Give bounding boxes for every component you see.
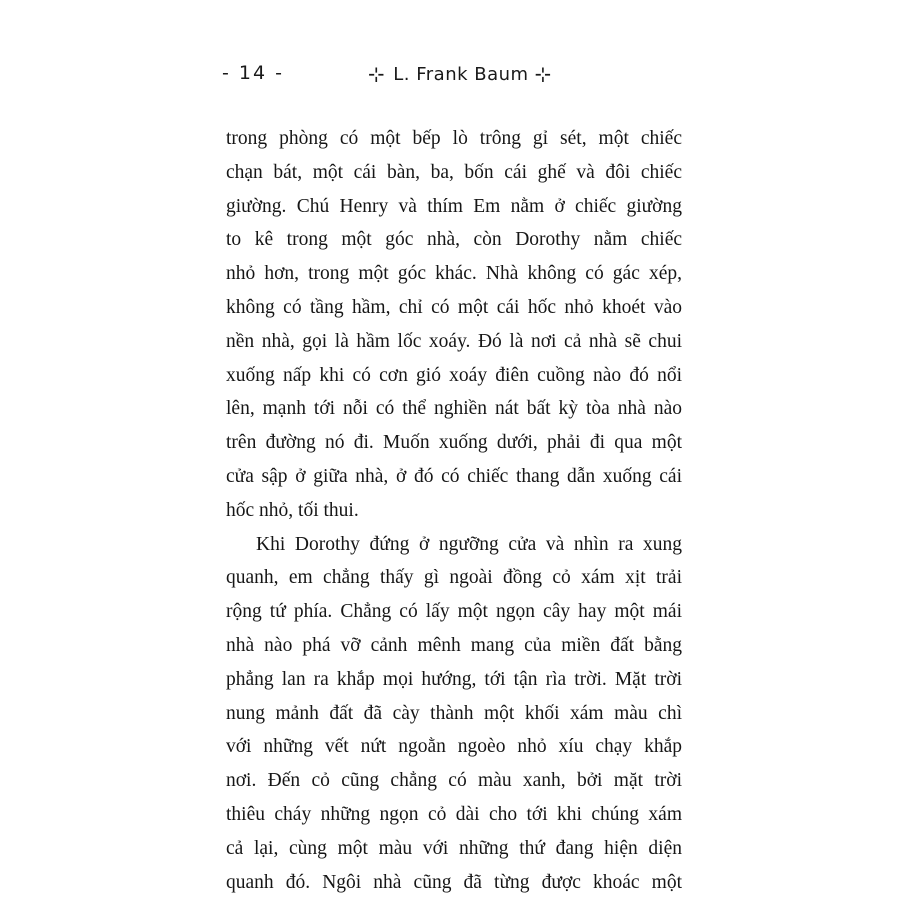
- text-line: nhà nào phá vỡ cảnh mênh mang của miền đất bằng: [226, 634, 682, 656]
- text-line: nền nhà, gọi là hầm lốc xoáy. Đó là nơi cả nhà sẽ chui: [226, 330, 682, 352]
- text-line: phẳng lan ra khắp mọi hướng, tới tận rìa trời. Mặt trời: [226, 668, 682, 690]
- text-line: trên đường nó đi. Muốn xuống dưới, phải đi qua một: [226, 432, 682, 454]
- ornament-right-icon: ⊹: [534, 62, 552, 86]
- text-line: với những vết nứt ngoằn ngoèo nhỏ xíu chạy khắp: [226, 736, 682, 758]
- paragraph: [226, 122, 682, 528]
- text-line: cửa sập ở giữa nhà, ở đó có chiếc thang dẫn xuống cái: [226, 465, 682, 487]
- text-line: Khi Dorothy đứng ở ngưỡng cửa và nhìn ra xung: [256, 533, 682, 555]
- paragraph: [226, 528, 682, 899]
- text-line: hốc nhỏ, tối thui.: [226, 499, 359, 521]
- author-name: L. Frank Baum: [393, 64, 529, 85]
- text-line: xuống nấp khi có cơn gió xoáy điên cuồng nào đó nổi: [226, 364, 682, 386]
- text-line: cả lại, cùng một màu với những thứ đang hiện diện: [226, 837, 682, 859]
- author-header: [368, 62, 552, 86]
- text-line: nhỏ hơn, trong một góc khác. Nhà không có gác xép,: [226, 263, 682, 285]
- page-number: - 14 -: [222, 62, 284, 84]
- text-line: quanh, em chẳng thấy gì ngoài đồng cỏ xám xịt trải: [226, 567, 682, 589]
- body-text: [226, 122, 682, 899]
- text-line: chạn bát, một cái bàn, ba, bốn cái ghế và đôi chiếc: [226, 161, 682, 183]
- running-header: [222, 62, 682, 92]
- text-line: rộng tứ phía. Chẳng có lấy một ngọn cây hay một mái: [226, 601, 682, 623]
- text-line: to kê trong một góc nhà, còn Dorothy nằm chiếc: [226, 229, 682, 251]
- text-line: lên, mạnh tới nỗi có thể nghiền nát bất kỳ tòa nhà nào: [226, 398, 682, 420]
- text-line: quanh đó. Ngôi nhà cũng đã từng được khoác một: [226, 871, 682, 893]
- ornament-left-icon: ⊹: [368, 62, 386, 86]
- text-line: trong phòng có một bếp lò trông gỉ sét, một chiếc: [226, 128, 682, 149]
- text-line: giường. Chú Henry và thím Em nằm ở chiếc giường: [226, 195, 682, 217]
- text-line: không có tầng hầm, chỉ có một cái hốc nhỏ khoét vào: [226, 296, 682, 318]
- text-line: nung mảnh đất đã cày thành một khối xám màu chì: [226, 702, 682, 724]
- text-line: thiêu cháy những ngọn cỏ dài cho tới khi chúng xám: [226, 803, 682, 825]
- text-line: nơi. Đến cỏ cũng chẳng có màu xanh, bởi mặt trời: [226, 770, 682, 792]
